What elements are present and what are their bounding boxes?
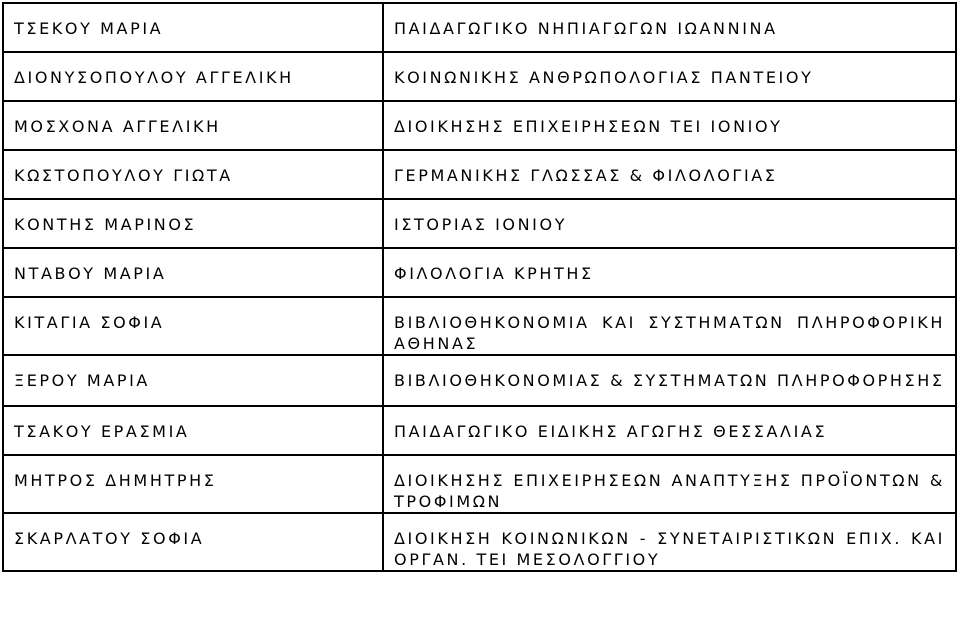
table-row [3, 355, 956, 406]
table-row [3, 199, 956, 248]
table-row [3, 52, 956, 101]
student-name: ΞΕΡΟΥ ΜΑΡΙΑ [3, 355, 383, 406]
student-name: ΜΟΣΧΟΝΑ ΑΓΓΕΛΙΚΗ [3, 101, 383, 150]
table-row [3, 3, 956, 52]
department: ΠΑΙΔΑΓΩΓΙΚΟ ΕΙΔΙΚΗΣ ΑΓΩΓΗΣ ΘΕΣΣΑΛΙΑΣ [383, 406, 956, 455]
table-row [3, 101, 956, 150]
department: ΓΕΡΜΑΝΙΚΗΣ ΓΛΩΣΣΑΣ & ΦΙΛΟΛΟΓΙΑΣ [383, 150, 956, 199]
student-name: ΚΙΤΑΓΙΑ ΣΟΦΙΑ [3, 297, 383, 355]
department: ΔΙΟΙΚΗΣΗ ΚΟΙΝΩΝΙΚΩΝ - ΣΥΝΕΤΑΙΡΙΣΤΙΚΩΝ ΕΠΙΧ. ΚΑΙ ΟΡΓΑΝ. ΤΕΙ ΜΕΣΟΛΟΓΓΙΟΥ [383, 513, 956, 571]
table-row [3, 455, 956, 513]
student-name: ΚΩΣΤΟΠΟΥΛΟΥ ΓΙΩΤΑ [3, 150, 383, 199]
department: ΔΙΟΙΚΗΣΗΣ ΕΠΙΧΕΙΡΗΣΕΩΝ ΑΝΑΠΤΥΞΗΣ ΠΡΟΪΟΝΤΩΝ & ΤΡΟΦΙΜΩΝ [383, 455, 956, 513]
students-table [2, 2, 957, 572]
student-name: ΤΣΕΚΟΥ ΜΑΡΙΑ [3, 3, 383, 52]
table-row [3, 406, 956, 455]
student-name: ΚΟΝΤΗΣ ΜΑΡΙΝΟΣ [3, 199, 383, 248]
student-name: ΣΚΑΡΛΑΤΟΥ ΣΟΦΙΑ [3, 513, 383, 571]
table-row [3, 248, 956, 297]
department: ΚΟΙΝΩΝΙΚΗΣ ΑΝΘΡΩΠΟΛΟΓΙΑΣ ΠΑΝΤΕΙΟΥ [383, 52, 956, 101]
table-row [3, 297, 956, 355]
department: ΠΑΙΔΑΓΩΓΙΚΟ ΝΗΠΙΑΓΩΓΩΝ ΙΩΑΝΝΙΝΑ [383, 3, 956, 52]
department: ΔΙΟΙΚΗΣΗΣ ΕΠΙΧΕΙΡΗΣΕΩΝ ΤΕΙ ΙΟΝΙΟΥ [383, 101, 956, 150]
department: ΦΙΛΟΛΟΓΙΑ ΚΡΗΤΗΣ [383, 248, 956, 297]
student-name: ΤΣΑΚΟΥ ΕΡΑΣΜΙΑ [3, 406, 383, 455]
department: ΒΙΒΛΙΟΘΗΚΟΝΟΜΙΑΣ & ΣΥΣΤΗΜΑΤΩΝ ΠΛΗΡΟΦΟΡΗΣΗΣ [383, 355, 956, 406]
student-name: ΜΗΤΡΟΣ ΔΗΜΗΤΡΗΣ [3, 455, 383, 513]
department: ΙΣΤΟΡΙΑΣ ΙΟΝΙΟΥ [383, 199, 956, 248]
table-row [3, 150, 956, 199]
table-row [3, 513, 956, 571]
department: ΒΙΒΛΙΟΘΗΚΟΝΟΜΙΑ ΚΑΙ ΣΥΣΤΗΜΑΤΩΝ ΠΛΗΡΟΦΟΡΙΚΗ ΑΘΗΝΑΣ [383, 297, 956, 355]
student-name: ΔΙΟΝΥΣΟΠΟΥΛΟΥ ΑΓΓΕΛΙΚΗ [3, 52, 383, 101]
student-name: ΝΤΑΒΟΥ ΜΑΡΙΑ [3, 248, 383, 297]
